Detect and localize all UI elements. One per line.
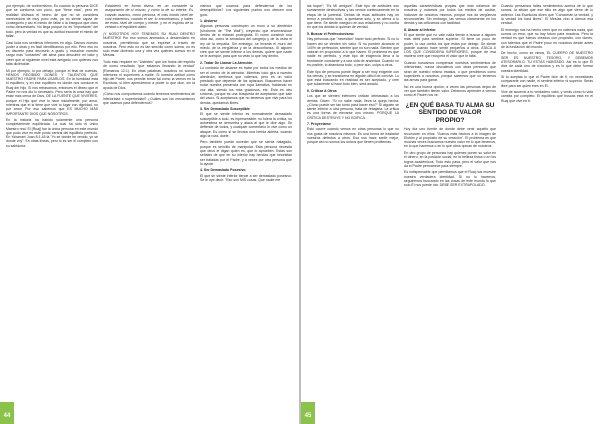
paragraph: Este tipo de persona puede llegar a ser muy exigente con los demás, y se transforma en alguien difícil de convivir. Lo que está buscando en realidad es ser aceptado, y cree que solamente si hace todo bien, será amado. (307, 69, 399, 87)
page-number-left: 44 (3, 413, 11, 419)
right-page-column-1 (307, 4, 399, 396)
section-heading: 5. Buscar el Perfeccionismo (307, 31, 354, 36)
paragraph: El que siente que no vale nada tiende a buscar a alguien más débil para sentirse superior. Si tiene un poco de poder, lo usa contra los que están por debajo. Se siente grande cuando hace sentir pequeños a otros. ATACA A LOS QUE CONSIDERA INFERIORES, porque de esa manera cree que recupera el valor que le falta. (404, 32, 496, 59)
right-page-column-3 (501, 4, 593, 396)
paragraph: Esto ocurre cuando vemos en otras personas lo que no nos gusta de nosotros mismos. Es una forma de trasladar nuestros defectos a otros. Eso nos hace sentir mejor, porque así no somos los únicos que tienen problemas. (307, 127, 399, 145)
paragraph: Mi por ejemplo, lo por debajo, porque el final de cuentas, HEMOS RECIBIDO DONES Y TALENTOS QUE NUESTRO PADRE PARA USARLOS. En la humildad está el equilibrio, y en ese equilibrio es donde nos conduce el Ruaj del Hijo. Si nos retrasamos, entonces el deseo que el Padre no nos dio lo necesario. Pero sería la cosa hay que estar más cerca de Dios, DE LA FUENTE QUE VIVIERES, porque el Hijo que vive lo hace inicialmente, por amor, mientras que el sí tiene que vivir tu lugar con dignidad, no por amor. Por eso sabemos que ES MUCHO MÁS IMPORTANTE DIOS QUE NOSOTROS. (6, 68, 98, 116)
paragraph: Casi toda nos sentimos inferiores en algo. Damos nuestro poder a otras y es fácil identificarnos por ello. Pero eso no es discreto para decírselo a gusto y escuchar nuestro cargo más "cortantes" del alma para descubrir mi valor y creer que al siguiente nivel está amigado con quienes nos falta diciéndole. (6, 40, 98, 67)
paragraph: Si tu aceptas lo que el Padre dice de ti, no necesitarás compararte con nadie, ni sentirte inferior ni superior. Serás libre para ser quien eres en Él. (501, 75, 593, 88)
paragraph: Todo esto requiere en "Ustedes" que los frutos del espíritu dé como resultado "que estamos llevando la verdad" (Romanos 12:1). En otras palabras, nosotros no somos inferiores ni superiores a nadie. Si nuestra actitud como hijo del Padre, nos permite tomar tal como la vemos en la Escritura, si bien aprendemos a poder lo que dice, sin la ayuda de Dios. (103, 59, 195, 90)
section-heading: 3. Ser Demasiado Susceptible (200, 107, 250, 112)
paragraph: Lo contrario de aislarse es tratar por todos los medios de ser el centro de la atención. Mientras todo gira a nuestro alrededor, sentimos que valemos, pero es un valor prestado que depende de los aplausos. Buscamos hacer notar nuestra presencia con ropa llamativa, hablando en voz alta, siendo los más graciosos, etc. Esto es otro síntoma, porque es una búsqueda de aceptación que sale del vacío. Si aceptamos que no tenemos que vivir para los demás, quedamos libres. (200, 66, 292, 105)
paragraph: No es una buena opción; a veces las personas dejan de ver que también tienen valor. Debemos aprender a vernos como el Padre nos ve. (404, 84, 496, 98)
chapter-title: ¿EN QUÉ BASA TU ALMA SU SENTIDO DE VALOR PROPIO? (405, 101, 495, 124)
page-number-right: 45 (304, 413, 312, 419)
paragraph: En otro grupo de personas hay quienes ponen su valor en el dinero, en la posición social, en la belleza física o en los logros académicos. Todo esto pasa, pero el valor que nos da el Padre permanece para siempre. (404, 150, 496, 168)
paragraph: El enemigo nos ha hecho creer que no valemos nada, que somos un error, que no hay futuro para nosotros. Pero la verdad es que fuimos creados con propósito, con dones, con talentos que el Padre puso en nosotros desde antes de la fundación del mundo. (501, 27, 593, 49)
block-quote: Estableció en forma divina, en un constante la aseguración de sí mismo, y como la de su interior. Es cuando usamos, como persona, el más hondo nivel de cual estaremos, cuando el ser, lo encontramos, y haber de estos nivel de cuerpo y mente, y en el espíritu de la verdad o el equilibrio dado. (105, 4, 193, 30)
paragraph: por ejemplo, de conformismo. Es cuando la persona DICE que se conforma con poco, que "tiene más", pero en realidad disfraza el hecho de que no se considera merecedora de muy poco más, ya no siente capaz de conseguirlo y así el miedo de fallar o la insegura que claro como denuestrarlo. No llega porque no es "importante" del todo, pero la verdad es que su actitud esconde el miedo de fallar. (6, 4, 98, 39)
paragraph: nismos que usamos para defendernos de los desequilibrios? Los siguientes puntos nos ofrecen una guía. (200, 4, 292, 17)
section-heading: 8. Atacar al Inferior (404, 27, 436, 32)
paragraph: Es indispensable que permitamos que el Ruaj nos muestre nuestra verdadera identidad. Si no lo hacemos, seguiremos buscando en las cosas de este mundo lo que solo Él nos puede dar. DEBE SER EXTRAPOLADO. (404, 170, 496, 188)
paragraph: Cuando buscamos compensar nuestros sentimientos de inferioridad, nunca discutimos con otras personas que sean de nuestro mismo estatus, o que percibimos como superiores a nosotros, porque sabemos que no tenemos las armas para ganar. (404, 60, 496, 83)
paragraph: Algunas personas construyen un muro a su alrededor (síndrome de "The Wall"), creyendo que encerrándose dentro de sí estarán protegidas. El como construir una obra así, como la armadura del cangrejo y de la ostra el rey de la empatía. Sin embargo, se levanta el muro del miedo, de la vergüenza y de la desconfianza. Si alguien cree que se siente inferior a los demás, quiere que nadie se le acerque, para que no vean lo que hay dentro. (200, 24, 292, 59)
paragraph: Los que se sienten inferiores critican demasiado a los demás. Dicen: "Si no sabe nada, lleva la queja hecha. ¿Cómo puede ser tan tonto para hacer eso?" Si alguien se siente inferior a otra persona, trata de rebajarla. La crítica es una forma de elevarse uno mismo. PORQUE LA CRÍTICA DESTRUYE Y NO EDIFICA. (307, 94, 399, 120)
paragraph: las toque"; "Es MI amigo/a". Este tipo de actitudes son sumamente destructivas y las vemos continuamente en la etapa de la juventud. Detrás de esas actitudes hay un temor a perderlo todo, a quedarse solo, y se aferra a lo que tiene. Se siente inseguro en sus relaciones y no confía en que los demás lo quieran de verdad. (307, 4, 399, 30)
paragraph: El que se siente inferior es normalmente demasiado susceptible a todo, es hipersensible: no tolera la crítica, su autoestima se derrumba y ataca al que le dice algo. Se defiende de todos, y cualquier comentario lo vive como un ataque. Es como si se llevara una herida abierta, cuando algo la roza, duele. (200, 112, 292, 138)
paragraph: Vive de acuerdo a tu verdadero valor, y verás cómo tu vida cambia por completo. El equilibrio que buscas está en el Ruaj que vive en ti. (501, 90, 593, 103)
paragraph: Hay personas que "necesitan" hacer todo perfecto. Si no lo hacen así se sienten sin valor. Si no pueden alcanzar el 100% de perfección, sienten que no son nada. Sienten que valoran en proporción a lo que hacen. El problema es que nadie es perfecto, y este tipo de exigencia lleva a la frustración constante y a una vida de ansiedad. Cuando no es posible, lo abandona todo, o peor aún, culpa a otros. (307, 37, 399, 68)
right-page (301, 0, 600, 424)
section-heading: 4. Ser Demasiado Posesivo (200, 168, 246, 173)
paragraph: Cuando pensamos fallas sentimientos acerca de lo que somos, la sitúan que ese sitio es algo que viene de lo anterior. Las Escrituras dicen que "Conocerán la verdad, y la verdad los hará libres". El Mesías vino a darnos esa verdad. (501, 4, 593, 26)
paragraph: El que se siente inferior tiende a ser demasiado posesivo. Se le oye decir: "Eso son MIS cosas. Que nadie me (200, 173, 292, 182)
paragraph: ¡Y NOSOTROS HOY TENEMOS SU RUAJ DENTRO NUESTRO! Por eso somos animados a desarrollarlo en nosotros, permitiendo que se exprese a través de nosotros. Pero esto no es tan sencillo como suena, no es solo estar diciendo una y otra vez quiénes somos en el Mesías. (103, 31, 195, 58)
left-page-column-1 (6, 4, 98, 396)
paragraph: ¡Cómo nos comportamos cuando tenemos sentimientos de inferioridad o superioridad? ¿Cuáles son los mecanismos que usamos para defendernos? (103, 92, 195, 105)
paragraph: En la historia ha habido solamente una persona completamente equilibrada. La cual ha sido el único Maestro real. El (Ruaj) fue la única persona en este mundo que pudo vivir en este punto central del equilibrio perfecto. En Yohanan/ Juan 8:1-45 la "Yo sé dónde he venido, yo sé dónde voy". En otras líneas, pero lo es ser el completo con su sabiduría. (6, 117, 98, 148)
left-page-column-3 (200, 4, 292, 396)
right-page-column-2 (404, 4, 496, 396)
paragraph: Pero también puede suceder que se sienta halagado, porque es sencillo de manipular. Esta persona necesita que otros le digan quién es, que lo aprueben. Estas son señales de que en su interior hay heridas que necesitan ser tratadas por el Padre, y a veces por otra persona que lo ayude. (200, 140, 292, 166)
paragraph: aquellas características propias que más odiamos de nosotros y notamos por todos los medios de ocultar, inclusive de nosotros mismos, porque nos da vergüenza reconocerlas. Sin embargo, las vemos claramente en los demás y las criticamos con facilidad. (404, 4, 496, 26)
section-heading: 6. Criticar A Otros (307, 88, 337, 93)
left-page-column-2 (103, 4, 195, 396)
paragraph: De hecho, como se vimos, EL CUERPO DE NUESTRO SER ES NUESTRO TESORO, Y DEBEMOS ATESORARLO. TU ESTÁS HABITADO. Así es lo que Él dice de cada uno de nosotros y es lo que debe formar nuestra identidad. (501, 51, 593, 73)
section-heading: 1. Aislarse (200, 19, 218, 24)
section-heading: 7. Proyectarse (307, 122, 331, 127)
paragraph: Hoy día uno fuente de donde debe venir aquello que reconocen en ellos: "Somos más hechos a la imagen de Elohim y al propósito de su creación". El problema es que muchas veces buscamos nuestro valor en lo que tenemos, en lo que hacemos o en lo que otros opinan de nosotros. (404, 127, 496, 149)
left-page (0, 0, 299, 424)
section-heading: 2. Tratar De Llamar La Atención (200, 60, 253, 65)
